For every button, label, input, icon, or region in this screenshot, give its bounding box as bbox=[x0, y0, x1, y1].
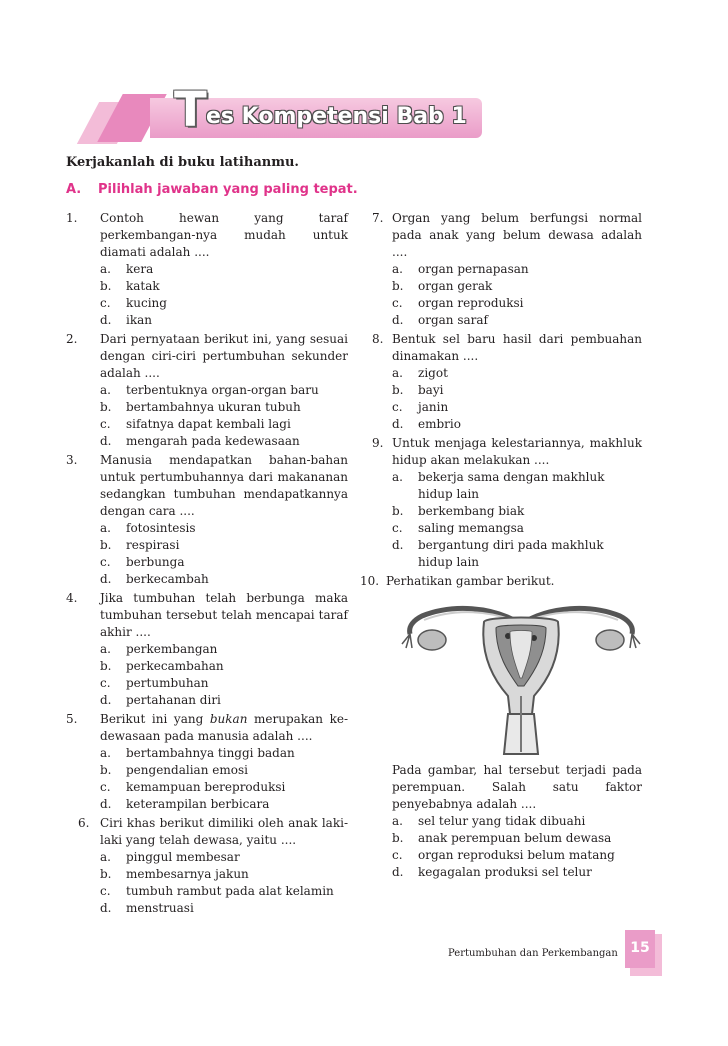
section-letter: A. bbox=[66, 182, 82, 197]
option-text: bayi bbox=[418, 383, 444, 397]
option bbox=[100, 641, 348, 658]
option-letter: c. bbox=[100, 780, 111, 794]
question-stem: Contoh hewan yang taraf perkembangan-nya mudah untuk diamati adalah .... bbox=[100, 211, 348, 259]
option-list bbox=[392, 813, 642, 881]
option-letter: b. bbox=[100, 659, 112, 673]
option-text: bekerja sama dengan makhluk hidup lain bbox=[418, 470, 605, 501]
left-column bbox=[66, 210, 348, 919]
chapter-banner bbox=[68, 82, 467, 146]
page-number: 15 bbox=[630, 940, 650, 956]
option-letter: d. bbox=[392, 417, 404, 431]
option bbox=[100, 762, 348, 779]
right-column bbox=[360, 210, 642, 883]
option-letter: b. bbox=[392, 279, 404, 293]
option-letter: b. bbox=[392, 504, 404, 518]
option-text: bergantung diri pada makhluk hidup lain bbox=[418, 538, 604, 569]
option-letter: c. bbox=[392, 296, 403, 310]
option bbox=[100, 433, 348, 450]
question-stem: Untuk menjaga kelestariannya, makhluk hidup akan melakukan .... bbox=[392, 436, 642, 467]
option bbox=[100, 883, 348, 900]
option bbox=[392, 503, 642, 520]
question-number: 3. bbox=[66, 453, 78, 467]
question bbox=[66, 590, 348, 709]
question bbox=[66, 815, 348, 917]
option-text: bertambahnya tinggi badan bbox=[126, 746, 295, 760]
option-letter: c. bbox=[100, 676, 111, 690]
option-text: zigot bbox=[418, 366, 448, 380]
option-text: berbunga bbox=[126, 555, 185, 569]
option-letter: c. bbox=[392, 848, 403, 862]
question-number: 1. bbox=[66, 211, 78, 225]
option-text: respirasi bbox=[126, 538, 180, 552]
option bbox=[100, 312, 348, 329]
option bbox=[392, 469, 642, 503]
question bbox=[66, 452, 348, 588]
option bbox=[100, 745, 348, 762]
question-number: 4. bbox=[66, 591, 78, 605]
option-letter: d. bbox=[100, 434, 112, 448]
option-letter: a. bbox=[100, 850, 111, 864]
question bbox=[66, 711, 348, 813]
option bbox=[100, 520, 348, 537]
option-list bbox=[100, 382, 348, 450]
question-number: 5. bbox=[66, 712, 78, 726]
question bbox=[368, 331, 642, 433]
option-letter: d. bbox=[392, 865, 404, 879]
option-letter: d. bbox=[392, 313, 404, 327]
question bbox=[66, 210, 348, 329]
question bbox=[66, 331, 348, 450]
option-letter: a. bbox=[100, 262, 111, 276]
option bbox=[392, 813, 642, 830]
option bbox=[392, 847, 642, 864]
option bbox=[392, 312, 642, 329]
option-letter: c. bbox=[100, 417, 111, 431]
option-text: pertumbuhan bbox=[126, 676, 209, 690]
stem-text: Berikut ini yang bbox=[100, 712, 210, 726]
option bbox=[392, 416, 642, 433]
option-letter: b. bbox=[100, 867, 112, 881]
option-letter: a. bbox=[392, 814, 403, 828]
option-text: pengendalian emosi bbox=[126, 763, 248, 777]
option-letter: b. bbox=[100, 763, 112, 777]
option-text: kera bbox=[126, 262, 154, 276]
option-text: membesarnya jakun bbox=[126, 867, 249, 881]
option-text: keterampilan berbicara bbox=[126, 797, 270, 811]
option bbox=[100, 849, 348, 866]
section-title: Pilihlah jawaban yang paling tepat. bbox=[98, 182, 358, 197]
banner-title-initial: T bbox=[174, 82, 207, 138]
option bbox=[100, 537, 348, 554]
question-stem: Ciri khas berikut dimiliki oleh anak laki-laki yang telah dewasa, yaitu .... bbox=[100, 816, 348, 847]
option-text: perkembangan bbox=[126, 642, 218, 656]
option-letter: c. bbox=[100, 555, 111, 569]
option-letter: d. bbox=[100, 572, 112, 586]
option-text: saling memangsa bbox=[418, 521, 524, 535]
question-stem: Jika tumbuhan telah berbunga maka tumbuhan tersebut telah mencapai taraf akhir .... bbox=[100, 591, 348, 639]
question-stem: Organ yang belum berfungsi normal pada anak yang belum dewasa adalah .... bbox=[392, 211, 642, 259]
option-letter: a. bbox=[392, 366, 403, 380]
option-text: bertambahnya ukuran tubuh bbox=[126, 400, 301, 414]
uterus-icon bbox=[392, 596, 650, 758]
option-letter: c. bbox=[100, 296, 111, 310]
option-text: berkembang biak bbox=[418, 504, 525, 518]
option-letter: a. bbox=[100, 383, 111, 397]
option bbox=[100, 900, 348, 917]
option bbox=[100, 399, 348, 416]
option-text: organ saraf bbox=[418, 313, 488, 327]
option-letter: a. bbox=[100, 642, 111, 656]
option-letter: d. bbox=[100, 693, 112, 707]
option-letter: a. bbox=[100, 746, 111, 760]
option-text: organ gerak bbox=[418, 279, 493, 293]
stem-emphasis: bukan bbox=[209, 712, 248, 726]
option-text: anak perempuan belum dewasa bbox=[418, 831, 612, 845]
option-text: fotosintesis bbox=[126, 521, 196, 535]
option-list bbox=[100, 745, 348, 813]
option-letter: d. bbox=[100, 797, 112, 811]
option-text: pinggul membesar bbox=[126, 850, 240, 864]
option-text: tumbuh rambut pada alat kelamin bbox=[126, 884, 334, 898]
option-letter: a. bbox=[392, 262, 403, 276]
option-letter: c. bbox=[392, 521, 403, 535]
page-number-box bbox=[622, 930, 666, 978]
question-number: 8. bbox=[372, 332, 384, 346]
option-list bbox=[392, 365, 642, 433]
option bbox=[100, 692, 348, 709]
option-text: berkecambah bbox=[126, 572, 209, 586]
option-list bbox=[392, 261, 642, 329]
question bbox=[368, 435, 642, 571]
option-letter: c. bbox=[100, 884, 111, 898]
stem-text: merupakan ke-dewasaan pada manusia adalah .... bbox=[100, 712, 348, 743]
option bbox=[100, 295, 348, 312]
section-a-heading bbox=[66, 182, 358, 197]
option bbox=[100, 278, 348, 295]
option-text: menstruasi bbox=[126, 901, 194, 915]
option bbox=[100, 382, 348, 399]
question-number: 9. bbox=[372, 436, 384, 450]
question-stem bbox=[100, 711, 348, 745]
option-letter: b. bbox=[100, 400, 112, 414]
question-stem-continued: Pada gambar, hal tersebut terjadi pada perempuan. Salah satu faktor penyebabnya adalah .... bbox=[392, 763, 642, 811]
option-text: embrio bbox=[418, 417, 461, 431]
option bbox=[100, 796, 348, 813]
option-text: organ reproduksi belum matang bbox=[418, 848, 615, 862]
option-text: terbentuknya organ-organ baru bbox=[126, 383, 319, 397]
question bbox=[368, 210, 642, 329]
option-list bbox=[100, 261, 348, 329]
question-number: 6. bbox=[78, 816, 90, 830]
uterus-illustration bbox=[392, 596, 650, 758]
option bbox=[392, 537, 642, 571]
option bbox=[100, 779, 348, 796]
option bbox=[392, 830, 642, 847]
option bbox=[392, 261, 642, 278]
question-stem: Bentuk sel baru hasil dari pembuahan dinamakan .... bbox=[392, 332, 642, 363]
option-letter: b. bbox=[392, 831, 404, 845]
banner-title: es Kompetensi Bab 1 bbox=[206, 104, 467, 129]
option-text: sifatnya dapat kembali lagi bbox=[126, 417, 291, 431]
option bbox=[100, 658, 348, 675]
option-text: kucing bbox=[126, 296, 167, 310]
question-stem: Manusia mendapatkan bahan-bahan untuk pertumbuhannya dari makananan sedangkan tumbuhan mendapatkannya dengan cara .... bbox=[100, 453, 348, 518]
option bbox=[100, 416, 348, 433]
question-stem: Perhatikan gambar berikut. bbox=[386, 574, 555, 588]
option-letter: a. bbox=[100, 521, 111, 535]
option bbox=[392, 278, 642, 295]
option-letter: b. bbox=[100, 279, 112, 293]
option bbox=[392, 382, 642, 399]
option-text: perkecambahan bbox=[126, 659, 224, 673]
option bbox=[392, 295, 642, 312]
option bbox=[392, 520, 642, 537]
option bbox=[100, 571, 348, 588]
option-text: janin bbox=[418, 400, 449, 414]
option bbox=[100, 554, 348, 571]
option-text: organ pernapasan bbox=[418, 262, 529, 276]
option-list bbox=[100, 641, 348, 709]
option-text: pertahanan diri bbox=[126, 693, 221, 707]
question-number: 2. bbox=[66, 332, 78, 346]
option bbox=[100, 866, 348, 883]
option-letter: d. bbox=[392, 538, 404, 552]
option-text: katak bbox=[126, 279, 160, 293]
option-letter: b. bbox=[392, 383, 404, 397]
instruction-text: Kerjakanlah di buku latihanmu. bbox=[66, 155, 299, 170]
option bbox=[392, 864, 642, 881]
option-text: ikan bbox=[126, 313, 152, 327]
option-letter: b. bbox=[100, 538, 112, 552]
option-letter: a. bbox=[392, 470, 403, 484]
option-text: organ reproduksi bbox=[418, 296, 524, 310]
option-list bbox=[100, 849, 348, 917]
option-list bbox=[392, 469, 642, 571]
option-list bbox=[100, 520, 348, 588]
option-letter: c. bbox=[392, 400, 403, 414]
option-text: kemampuan bereproduksi bbox=[126, 780, 286, 794]
option-letter: d. bbox=[100, 901, 112, 915]
option bbox=[392, 365, 642, 382]
question-stem: Dari pernyataan berikut ini, yang sesuai dengan ciri-ciri pertumbuhan sekunder adalah .... bbox=[100, 332, 348, 380]
question-number: 10. bbox=[360, 574, 380, 588]
question bbox=[360, 573, 642, 881]
question-number: 7. bbox=[372, 211, 384, 225]
option bbox=[392, 399, 642, 416]
option-text: sel telur yang tidak dibuahi bbox=[418, 814, 586, 828]
option-letter: d. bbox=[100, 313, 112, 327]
option-text: mengarah pada kedewasaan bbox=[126, 434, 300, 448]
footer-chapter-title: Pertumbuhan dan Perkembangan bbox=[448, 948, 618, 959]
option-text: kegagalan produksi sel telur bbox=[418, 865, 592, 879]
option bbox=[100, 675, 348, 692]
option bbox=[100, 261, 348, 278]
